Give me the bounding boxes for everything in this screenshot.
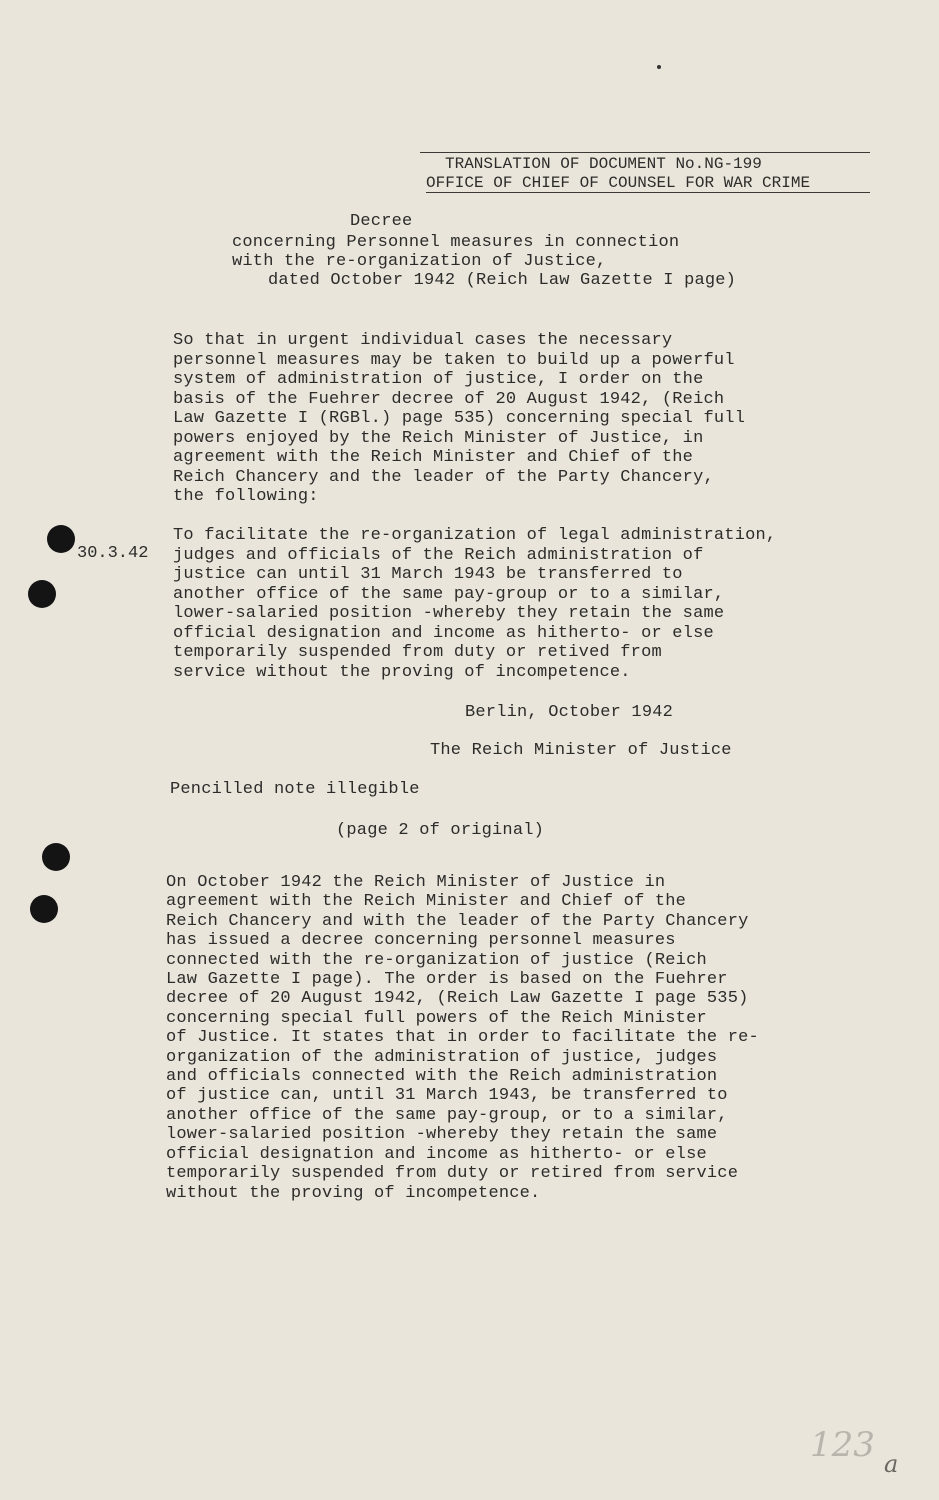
summary-paragraph: On October 1942 the Reich Minister of Justice in agreement with the Reich Minister and Chief of the Reich Chancery and with the leader of the Party Chancery has issued a decree concerning personnel measures connected with the re-organization of justice (Reich Law Gazette I page). The order is based on the Fuehrer decree of 20 August 1942, (Reich Law Gazette I page 535) concerning special full powers of the Reich Minister of Justice. It states that in order to facilitate the re- organization of the administration of justice, judges and officials connected with the Reich administration of justice can, until 31 March 1943, be transferred to another office of the same pay-group, or to a similar, lower-salaried position -whereby they retain the same official designation and income as hitherto- or else temporarily suspended from duty or retired from service without the proving of incompetence. (166, 873, 759, 1203)
ink-speck (657, 65, 661, 69)
office-header: OFFICE OF CHIEF OF COUNSEL FOR WAR CRIME (426, 174, 811, 192)
decree-body-paragraph: To facilitate the re-organization of legal administration, judges and officials of the Reich administration of justice can until 31 March 1943 be transferred to another office of the same pay-group or to a similar, lower-salaried position -whereby they retain the same official designation and income as hitherto- or else temporarily suspended from duty or retived from service without the proving of incompetence. (173, 526, 777, 682)
punch-hole-1 (47, 525, 75, 553)
preamble-paragraph: So that in urgent individual cases the necessary personnel measures may be taken to build up a powerful system of administration of justice, I order on the basis of the Fuehrer decree of 20 August 1942, (Reich Law Gazette I (RGBl.) page 535) concerning special full powers enjoyed by the Reich Minister of Justice, in agreement with the Reich Minister and Chief of the Reich Chancery and the leader of the Party Chancery, the following: (173, 331, 746, 506)
decree-subtitle-2: with the re-organization of Justice, (232, 252, 607, 271)
margin-date: 30.3.42 (77, 544, 149, 563)
punch-hole-3 (42, 843, 70, 871)
translation-header: TRANSLATION OF DOCUMENT No.NG-199 (445, 155, 762, 173)
page-marker: (page 2 of original) (336, 821, 545, 840)
decree-subtitle-1: concerning Personnel measures in connection (232, 233, 680, 252)
signature-place-date: Berlin, October 1942 (465, 703, 674, 722)
header-rule-bottom (426, 192, 870, 193)
pencilled-note: Pencilled note illegible (170, 780, 420, 799)
decree-title: Decree (350, 212, 413, 231)
punch-hole-2 (28, 580, 56, 608)
decree-subtitle-3: dated October 1942 (Reich Law Gazette I page) (268, 271, 737, 290)
signature-signatory: The Reich Minister of Justice (430, 741, 732, 760)
punch-hole-4 (30, 895, 58, 923)
handwritten-page-number: 123 (810, 1425, 875, 1465)
handwritten-page-suffix: a (884, 1450, 899, 1478)
